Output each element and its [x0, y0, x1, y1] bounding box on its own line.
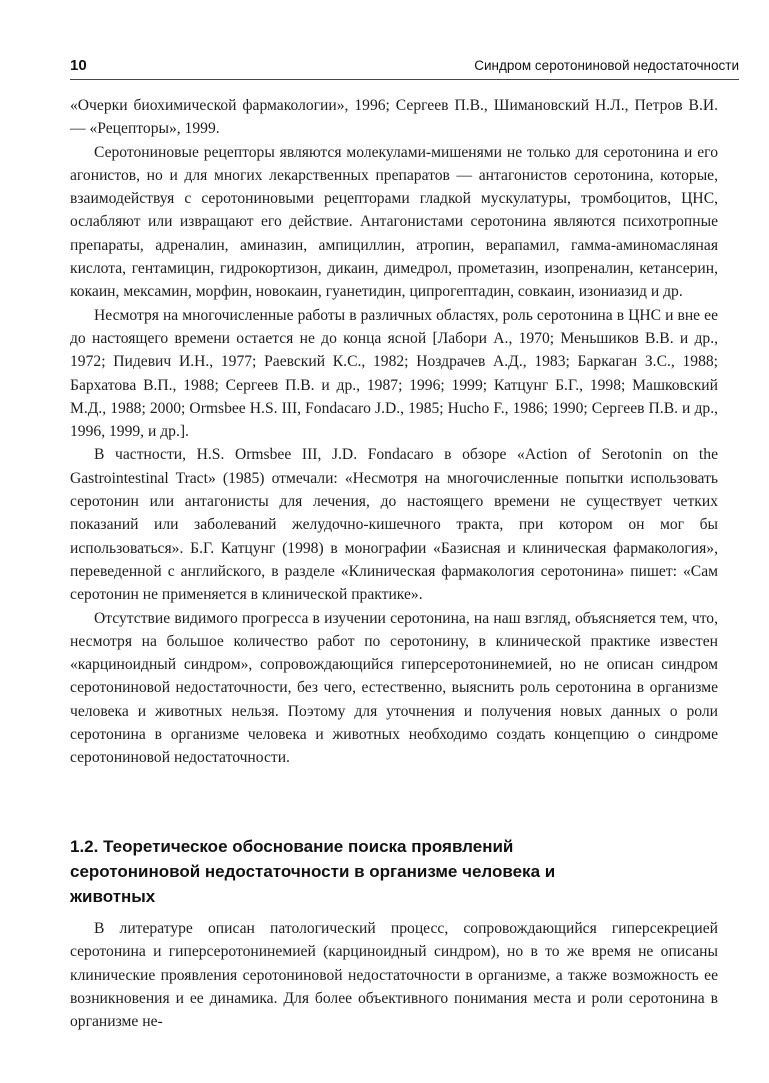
- paragraph: В частности, H.S. Ormsbee III, J.D. Fondacaro в обзоре «Action of Serotonin on the Gastrointestinal Tract» (1985) отмечали: «Несмотря на многочисленные попытки использовать серотонин или антагонисты для лечения, до настоящего времени не существует четких показаний или заболеваний желудочно-кишечного тракта, при котором он мог бы использоваться». Б.Г. Катцунг (1998) в монографии «Базисная и клиническая фармакология», переведенной с английского, в разделе «Клиническая фармакология серотонина» пишет: «Сам серотонин не применяется в клинической практике».: [70, 446, 718, 604]
- paragraph: В литературе описан патологический процесс, сопровождающийся гиперсекрецией серотонина и гиперсеротонинемией (карциноидный синдром), но в то же время не описаны клинические проявления серотониновой недостаточности в организме, а также возможность ее возникновения и ее динамика. Для более объективного понимания места и роли серотонина в организме не-: [70, 920, 718, 1031]
- header-rule: [70, 79, 739, 80]
- paragraph: Несмотря на многочисленные работы в различных областях, роль серотонина в ЦНС и вне ее до настоящего времени остается не до конца ясной [Лабори А., 1970; Меньшиков В.В. и др., 1972; Пидевич И.Н., 1977; Раевский К.С., 1982; Ноздрачев А.Д., 1983; Баркаган З.С., 1988; Бархатова В.П., 1988; Сергеев П.В. и др., 1987; 1996; 1999; Катцунг Б.Г., 1998; Машковский М.Д., 1988; 2000; Ormsbee H.S. III, Fondacaro J.D., 1985; Hucho F., 1986; 1990; Сергеев П.В. и др., 1996, 1999, и др.].: [70, 306, 718, 441]
- page-number: 10: [70, 57, 87, 74]
- section-heading: 1.2. Теоретическое обоснование поиска проявлений серотониновой недостаточности в организме человека и животных: [70, 837, 556, 906]
- paragraph: Отсутствие видимого прогресса в изучении серотонина, на наш взгляд, объясняется тем, что, несмотря на большое количество работ по серотонину, в клинической практике известен «карциноидный синдром», сопровождающийся гиперсеротонинемией, но не описан синдром серотониновой недостаточности, без чего, естественно, выяснить роль серотонина в организме человека и животных нельзя. Поэтому для уточнения и получения новых данных о роли серотонина в организме человека и животных необходимо создать концепцию о синдроме серотониновой недостаточности.: [70, 609, 718, 767]
- paragraph: «Очерки биохимической фармакологии», 1996; Сергеев П.В., Шимановский Н.Л., Петров В.И. — «Рецепторы», 1999.: [70, 97, 718, 138]
- running-title: Синдром серотониновой недостаточности: [474, 58, 739, 73]
- main-text: [70, 94, 718, 770]
- page-header: [70, 55, 739, 81]
- section-text: [70, 917, 718, 1033]
- paragraph: Серотониновые рецепторы являются молекулами-мишенями не только для серотонина и его агонистов, но и для многих лекарственных препаратов — антагонистов серотонина, которые, взаимодействуя с серотониновыми рецепторами гладкой мускулатуры, тромбоцитов, ЦНС, ослабляют или извращают его действие. Антагонистами серотонина являются психотропные препараты, адреналин, аминазин, ампициллин, атропин, верапамил, гамма-аминомасляная кислота, гентамицин, гидрокортизон, дикаин, димедрол, прометазин, изопреналин, кетансерин, кокаин, мексамин, морфин, новокаин, гуанетидин, ципрогептадин, совкаин, изониазид и др.: [70, 143, 718, 301]
